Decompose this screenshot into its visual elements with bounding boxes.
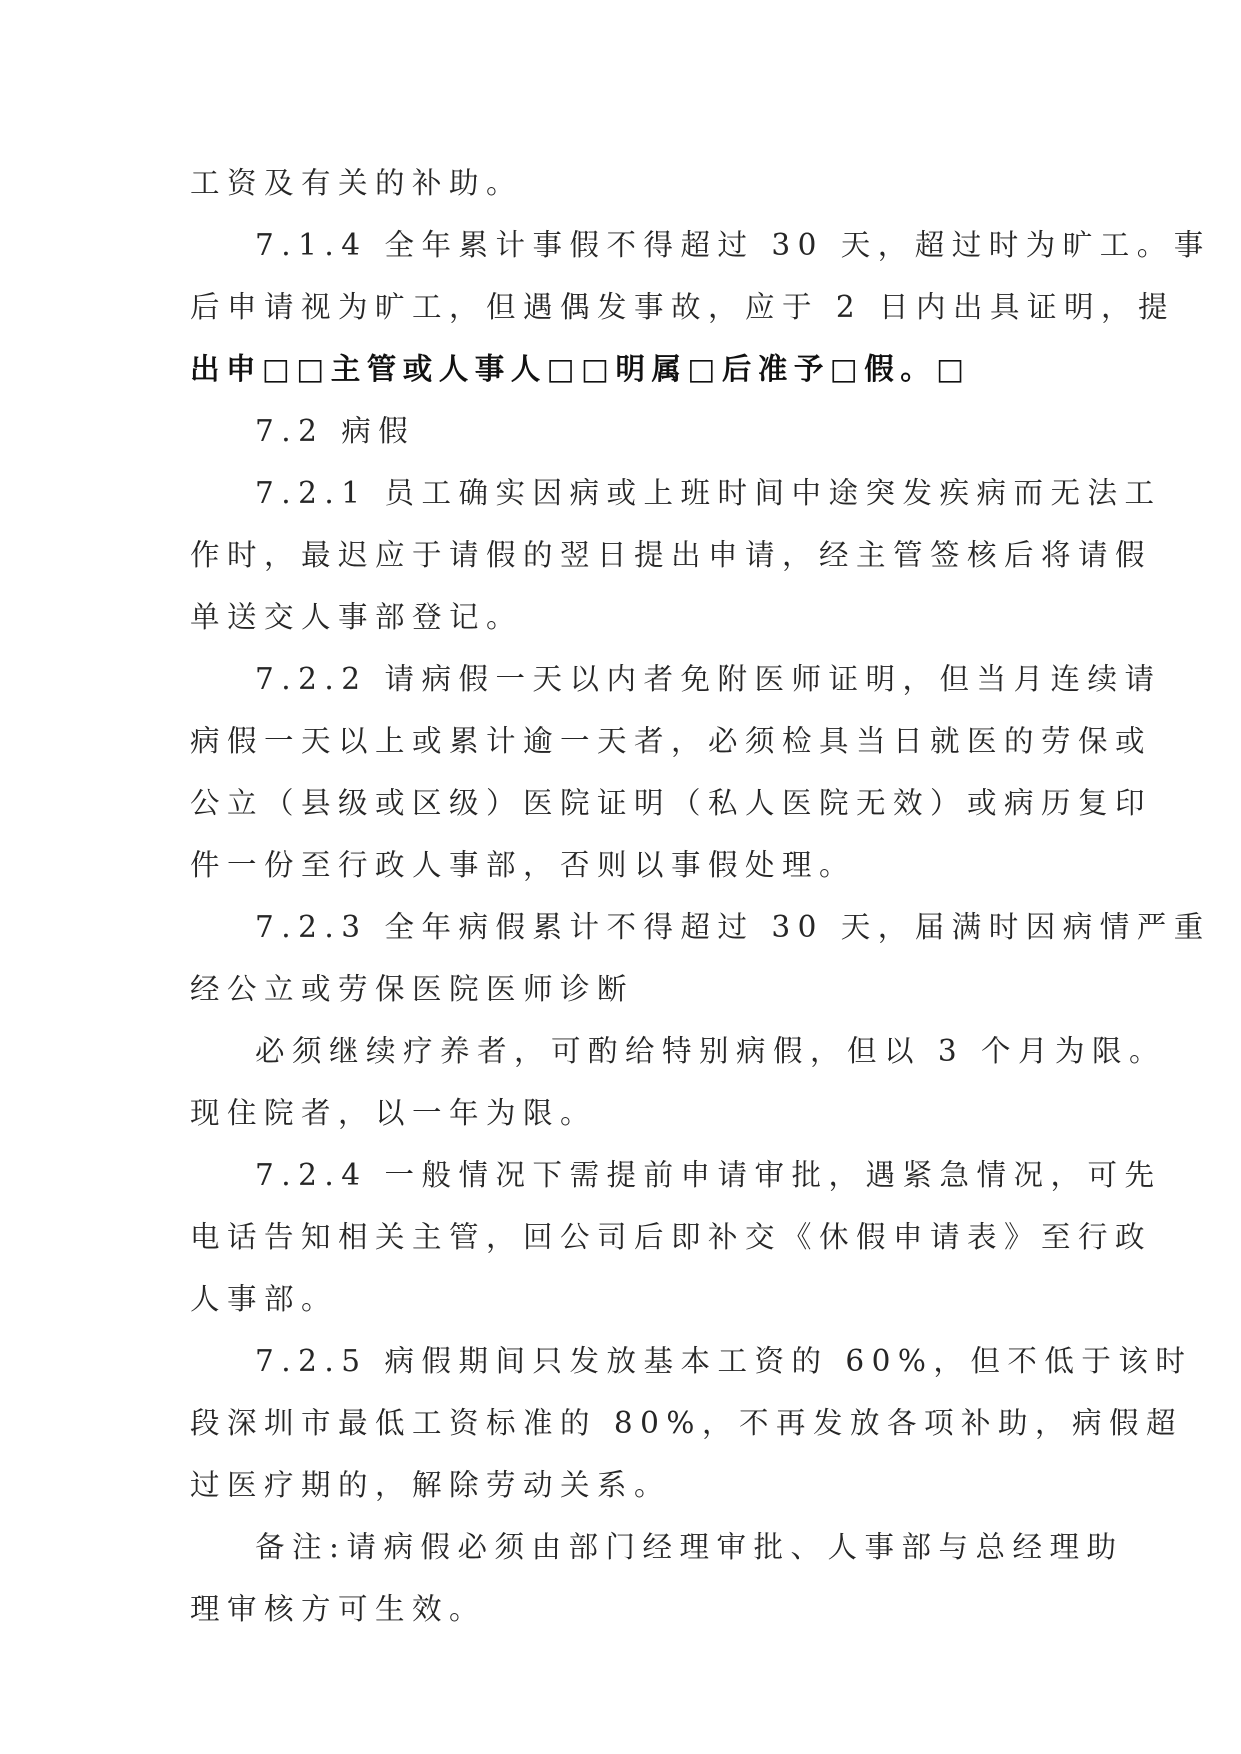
paragraph-7-2-4 [190, 1144, 1162, 1330]
paragraph-7-2-3 [190, 896, 1211, 1020]
text-line: 电话告知相关主管，回公司后即补交《休假申请表》至行政 [190, 1220, 1153, 1254]
text-line: 7.2.5 病假期间只发放基本工资的 60%，但不低于该时 [255, 1344, 1193, 1378]
text-line: 必须继续疗养者，可酌给特别病假，但以 3 个月为限。 [255, 1034, 1167, 1068]
paragraph-7-1-4 [190, 214, 1211, 338]
text-line: 出申□□主管或人事人□□明属□后准予□假。□ [190, 352, 971, 386]
text-line: 7.2.4 一般情况下需提前申请审批，遇紧急情况，可先 [255, 1158, 1162, 1192]
text-line: 现住院者，以一年为限。 [190, 1096, 598, 1130]
document-body [190, 152, 1211, 1640]
paragraph-7-1-4-garbled [190, 338, 1070, 400]
paragraph-7-2-2 [190, 648, 1162, 896]
text-line: 7.2.2 请病假一天以内者免附医师证明，但当月连续请 [255, 662, 1162, 696]
paragraph-7-2-3-continued [190, 1020, 1167, 1144]
text-line: 件一份至行政人事部，否则以事假处理。 [190, 848, 857, 882]
paragraph-7-2-1 [190, 462, 1162, 648]
text-line: 理审核方可生效。 [190, 1592, 487, 1626]
section-title: 7.2 病假 [255, 414, 416, 448]
text-line: 公立（县级或区级）医院证明（私人医院无效）或病历复印 [190, 786, 1153, 820]
paragraph-7-2-5 [190, 1330, 1193, 1516]
text-line: 7.1.4 全年累计事假不得超过 30 天，超过时为旷工。事 [255, 228, 1211, 262]
text-line: 过医疗期的，解除劳动关系。 [190, 1468, 672, 1502]
text-line: 7.2.3 全年病假累计不得超过 30 天，届满时因病情严重 [255, 910, 1211, 944]
text-line: 作时，最迟应于请假的翌日提出申请，经主管签核后将请假 [190, 538, 1153, 572]
text-line: 工资及有关的补助。 [190, 166, 524, 200]
text-line: 单送交人事部登记。 [190, 600, 524, 634]
text-line: 病假一天以上或累计逾一天者，必须检具当日就医的劳保或 [190, 724, 1153, 758]
text-line: 备注:请病假必须由部门经理审批、人事部与总经理助 [255, 1530, 1124, 1564]
paragraph-remark [190, 1516, 1124, 1640]
paragraph-allowance-end [190, 152, 1070, 214]
text-line: 人事部。 [190, 1282, 339, 1316]
text-line: 7.2.1 员工确实因病或上班时间中途突发疾病而无法工 [255, 476, 1162, 510]
text-line: 后申请视为旷工，但遇偶发事故，应于 2 日内出具证明，提 [190, 290, 1176, 324]
text-line: 经公立或劳保医院医师诊断 [190, 972, 635, 1006]
section-heading-7-2 [190, 400, 1070, 462]
text-line: 段深圳市最低工资标准的 80%，不再发放各项补助，病假超 [190, 1406, 1183, 1440]
